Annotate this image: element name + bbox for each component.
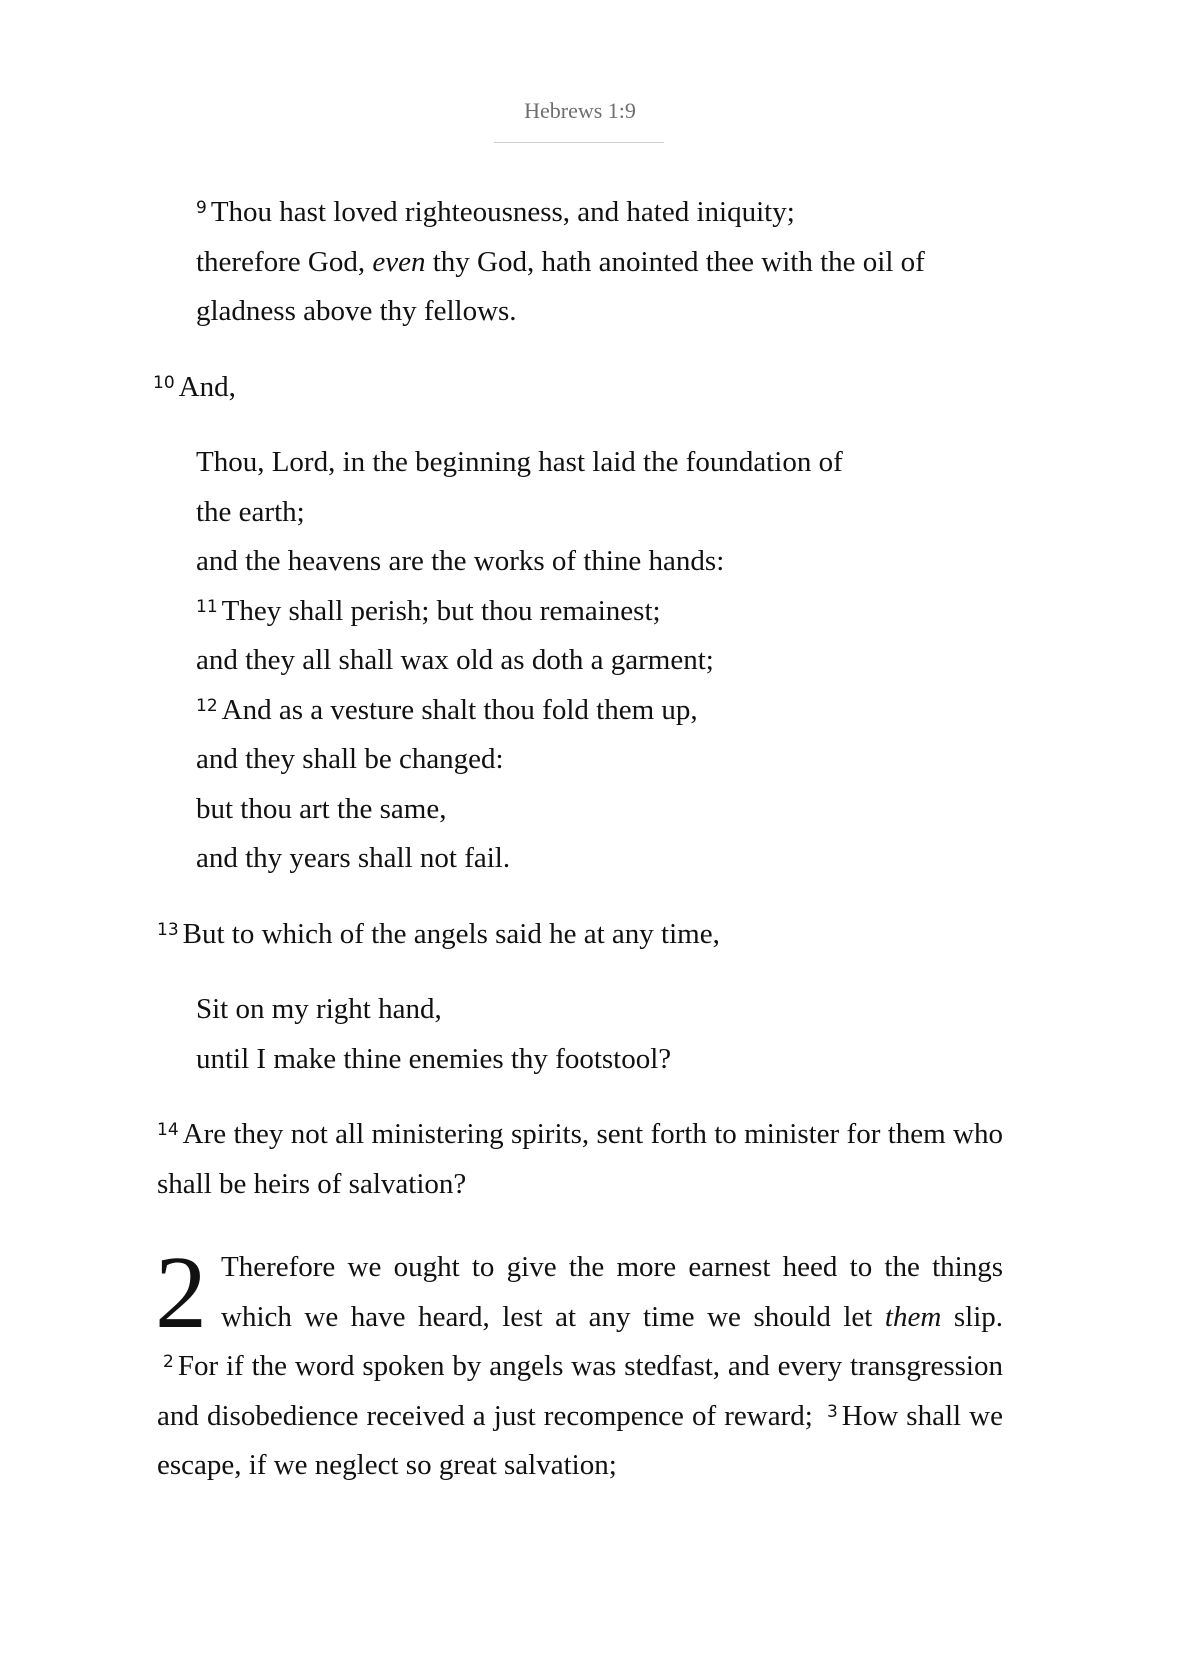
verse-9-block — [196, 188, 1003, 337]
poetry-line: and the heavens are the works of thine hands: — [196, 545, 725, 577]
verse-number: 13 — [157, 919, 179, 940]
verse-text: thy God, hath anointed thee with the oil of — [432, 245, 925, 278]
verse-number: 11 — [196, 596, 218, 617]
verse-text: For if the word spoken by angels was stedfast, and every transgression and disobedience received a just recompence of reward; — [157, 1350, 1003, 1432]
header-divider — [494, 142, 664, 143]
poetry-line — [196, 238, 1003, 288]
poetry-line: but thou art the same, — [196, 792, 447, 825]
verse-13-block — [196, 985, 1003, 1084]
verse-text: Thou hast loved righteousness, and hated iniquity; — [210, 196, 795, 228]
verse-text: And as a vesture shalt thou fold them up, — [221, 693, 698, 726]
verse-number: 14 — [157, 1120, 179, 1141]
verse-number: 10 — [153, 372, 175, 393]
poetry-line: Thou, Lord, in the beginning hast laid the foundation of — [196, 446, 843, 478]
poetry-line: and they shall be changed: — [196, 743, 504, 775]
verse-number: 2 — [163, 1352, 174, 1373]
verse-text: slip. — [953, 1300, 1004, 1333]
italic-word: even — [372, 245, 426, 278]
poetry-line: Sit on my right hand, — [196, 993, 442, 1025]
chapter-2-start — [155, 1235, 1004, 1491]
page-header: Hebrews 1:9 — [524, 98, 636, 123]
scripture-text — [153, 188, 1004, 1491]
verse-10-12-block — [196, 438, 1003, 884]
verse-10-intro — [153, 363, 1003, 413]
poetry-line — [196, 587, 1003, 637]
verse-text: And, — [178, 370, 236, 403]
verse-14 — [157, 1110, 1003, 1209]
poetry-line: and thy years shall not fail. — [196, 842, 511, 874]
verse-text: But to which of the angels said he at any time, — [182, 917, 720, 950]
verse-number: 12 — [196, 695, 218, 716]
verse-text: How shall we escape, if we neglect so great salvation; — [157, 1399, 1003, 1481]
verse-number: 9 — [196, 198, 207, 219]
verse-text: Are they not all ministering spirits, sent forth to minister for them who shall be heirs of salvation? — [157, 1118, 1003, 1200]
italic-word: them — [884, 1300, 942, 1333]
poetry-line — [196, 188, 1003, 238]
poetry-line — [196, 686, 1003, 736]
chapter-number: 2 — [155, 1235, 207, 1350]
verse-text: Therefore we ought to give the more earnest heed to the things which we have heard, lest at any time we should let — [221, 1251, 1003, 1333]
poetry-line: and they all shall wax old as doth a garment; — [196, 644, 714, 676]
verse-text: gladness above thy fellows. — [196, 295, 517, 327]
verse-13-intro — [157, 910, 1003, 960]
poetry-line — [196, 287, 1003, 337]
poetry-line: until I make thine enemies thy footstool? — [196, 1042, 672, 1075]
verse-text: therefore God, — [196, 245, 366, 278]
verse-number: 3 — [826, 1401, 838, 1422]
poetry-line: the earth; — [196, 495, 305, 528]
verse-text: They shall perish; but thou remainest; — [221, 594, 661, 627]
